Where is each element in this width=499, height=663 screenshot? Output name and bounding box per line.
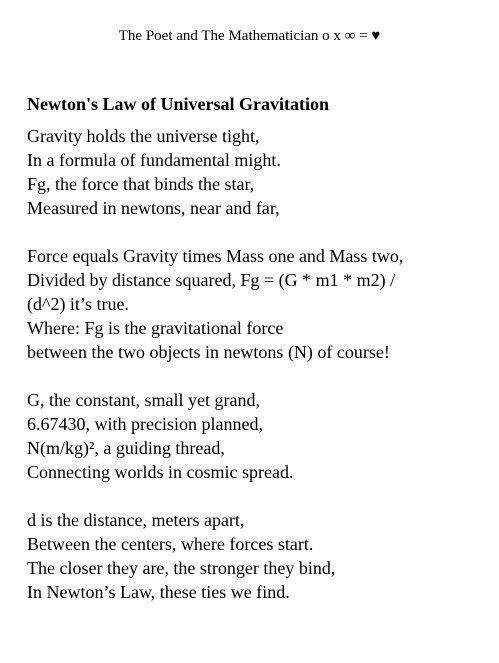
poem-line: The closer they are, the stronger they bind, bbox=[27, 558, 336, 578]
page-header: The Poet and The Mathematician o x ∞ = ♥ bbox=[118, 28, 381, 44]
poem-line: Measured in newtons, near and far, bbox=[27, 198, 280, 218]
poem-line: N(m/kg)², a guiding thread, bbox=[27, 438, 225, 458]
poem-line: 6.67430, with precision planned, bbox=[27, 414, 263, 434]
poem-line: d is the distance, meters apart, bbox=[27, 510, 245, 530]
poem-line: Where: Fg is the gravitational force bbox=[27, 318, 284, 338]
poem-line: Fg, the force that binds the star, bbox=[27, 174, 255, 194]
poem-line: Force equals Gravity times Mass one and Mass two, bbox=[27, 246, 404, 266]
poem-line: Gravity holds the universe tight, bbox=[27, 126, 260, 146]
stanza-3 bbox=[27, 388, 487, 484]
poem-line: In Newton’s Law, these ties we find. bbox=[27, 582, 290, 602]
poem-line: Between the centers, where forces start. bbox=[27, 534, 314, 554]
poem-line: G, the constant, small yet grand, bbox=[27, 390, 260, 410]
poem-line: In a formula of fundamental might. bbox=[27, 150, 281, 170]
poem-line: Connecting worlds in cosmic spread. bbox=[27, 462, 294, 482]
poem-line: Divided by distance squared, Fg = (G * m1 * m2) / bbox=[27, 270, 396, 290]
poem-body bbox=[27, 124, 487, 628]
stanza-4 bbox=[27, 508, 487, 604]
poem-line: between the two objects in newtons (N) of course! bbox=[27, 342, 390, 362]
stanza-2 bbox=[27, 244, 487, 364]
poem-title: Newton's Law of Universal Gravitation bbox=[27, 94, 329, 114]
poem-line: (d^2) it’s true. bbox=[27, 294, 129, 314]
stanza-1 bbox=[27, 124, 487, 220]
